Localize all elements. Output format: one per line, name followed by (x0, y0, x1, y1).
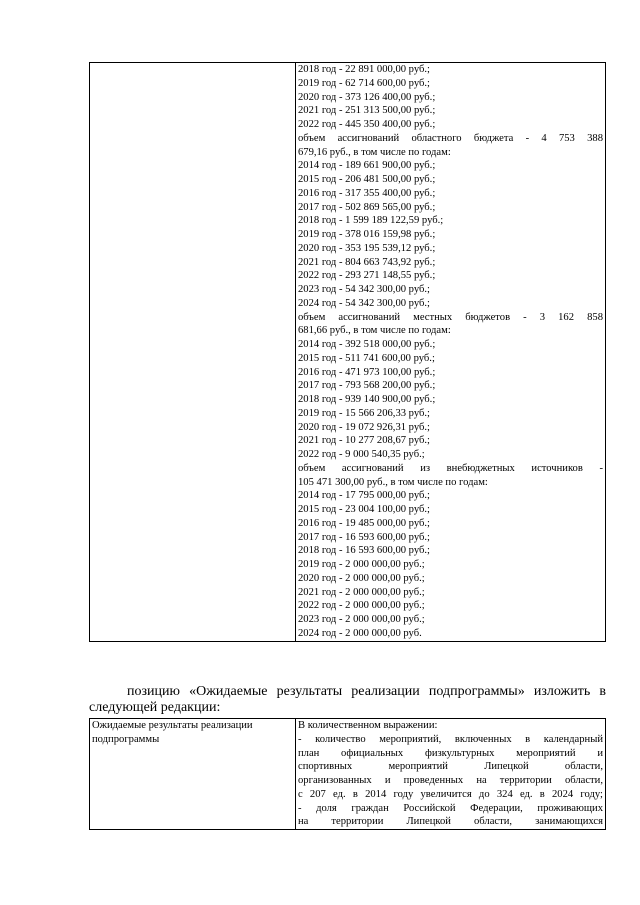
result-line: на территории Липецкой области, занимающихся (298, 816, 603, 828)
result-line: с 207 ед. в 2014 году увеличится до 324 ед. в 2024 году; (298, 788, 603, 800)
financing-line: 2023 год - 2 000 000,00 руб.; (298, 614, 425, 625)
financing-table (89, 62, 606, 642)
financing-line: 2022 год - 445 350 400,00 руб.; (298, 119, 436, 130)
financing-line: 2015 год - 206 481 500,00 руб.; (298, 174, 436, 185)
label-cell (90, 63, 296, 642)
financing-line: 2017 год - 793 568 200,00 руб.; (298, 380, 436, 392)
financing-line: 679,16 руб., в том числе по годам: (298, 146, 451, 158)
financing-line: объем ассигнований областного бюджета - 4 753 388 (298, 132, 603, 144)
table-row (90, 63, 606, 642)
financing-line: 681,66 руб., в том числе по годам: (298, 325, 451, 337)
financing-line: 2019 год - 15 566 206,33 руб.; (298, 407, 430, 419)
financing-line: 2021 год - 804 663 743,92 руб.; (298, 256, 436, 268)
financing-line: 2017 год - 16 593 600,00 руб.; (298, 531, 430, 543)
expected-results-label-cell (90, 719, 296, 830)
financing-line: 2015 год - 511 741 600,00 руб.; (298, 352, 435, 364)
result-line: В количественном выражении: (298, 720, 438, 731)
financing-line: объем ассигнований из внебюджетных источников - (298, 462, 603, 474)
financing-line: 2018 год - 16 593 600,00 руб.; (298, 545, 430, 557)
result-line: - доля граждан Российской Федерации, проживающих (298, 802, 603, 814)
financing-line: 2021 год - 2 000 000,00 руб.; (298, 586, 425, 598)
financing-line: 2018 год - 1 599 189 122,59 руб.; (298, 215, 444, 227)
financing-line: 2022 год - 293 271 148,55 руб.; (298, 270, 436, 282)
financing-line: 2024 год - 2 000 000,00 руб. (298, 627, 422, 639)
financing-line: 2024 год - 54 342 300,00 руб.; (298, 297, 430, 309)
result-line: организованных и проведенных на территории области, (298, 775, 603, 786)
financing-line: 2017 год - 502 869 565,00 руб.; (298, 201, 436, 213)
expected-results-table (89, 718, 606, 830)
expected-results-values-cell (296, 719, 606, 830)
label-line: подпрограммы (92, 733, 160, 745)
financing-line: 2019 год - 62 714 600,00 руб.; (298, 77, 430, 89)
label-line: Ожидаемые результаты реализации (92, 720, 253, 731)
financing-line: 2015 год - 23 004 100,00 руб.; (298, 504, 430, 515)
result-line: спортивных мероприятий Липецкой области, (298, 761, 603, 773)
financing-line: 2018 год - 22 891 000,00 руб.; (298, 64, 430, 75)
financing-line: объем ассигнований местных бюджетов - 3 162 858 (298, 311, 603, 323)
financing-line: 2021 год - 10 277 208,67 руб.; (298, 435, 430, 447)
financing-line: 2014 год - 189 661 900,00 руб.; (298, 160, 436, 172)
financing-line: 2016 год - 471 973 100,00 руб.; (298, 366, 436, 378)
financing-line: 2014 год - 392 518 000,00 руб.; (298, 339, 436, 350)
result-line: план официальных физкультурных мероприятий и (298, 747, 603, 759)
financing-line: 2019 год - 2 000 000,00 руб.; (298, 559, 425, 570)
financing-line: 2021 год - 251 313 500,00 руб.; (298, 105, 436, 117)
financing-line: 2022 год - 9 000 540,35 руб.; (298, 449, 425, 460)
financing-line: 2016 год - 19 485 000,00 руб.; (298, 517, 430, 529)
financing-line: 2014 год - 17 795 000,00 руб.; (298, 490, 430, 502)
financing-line: 2020 год - 2 000 000,00 руб.; (298, 572, 425, 584)
financing-line: 2016 год - 317 355 400,00 руб.; (298, 187, 436, 199)
table-row (90, 719, 606, 830)
result-line: - количество мероприятий, включенных в календарный (298, 733, 603, 745)
financing-line: 2018 год - 939 140 900,00 руб.; (298, 394, 436, 405)
financing-line: 105 471 300,00 руб., в том числе по годам: (298, 476, 488, 488)
financing-line: 2019 год - 378 016 159,98 руб.; (298, 229, 436, 240)
financing-line: 2023 год - 54 342 300,00 руб.; (298, 284, 430, 295)
financing-values-cell (296, 63, 606, 642)
financing-line: 2020 год - 353 195 539,12 руб.; (298, 242, 436, 254)
instruction-paragraph: позицию «Ожидаемые результаты реализации подпрограммы» изложить в следующей редакции: (89, 684, 606, 715)
financing-line: 2022 год - 2 000 000,00 руб.; (298, 600, 425, 612)
financing-line: 2020 год - 373 126 400,00 руб.; (298, 91, 436, 103)
financing-line: 2020 год - 19 072 926,31 руб.; (298, 421, 430, 433)
